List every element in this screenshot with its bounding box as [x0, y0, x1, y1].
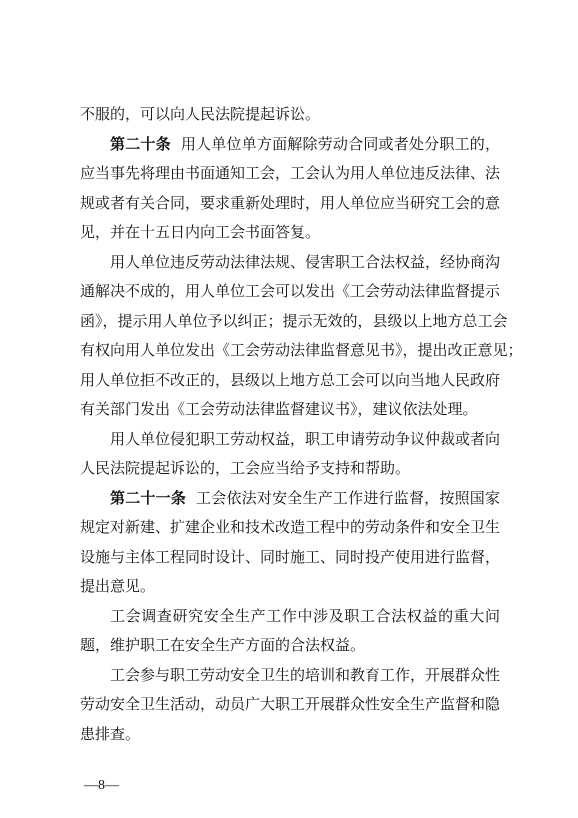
text-line	[80, 159, 500, 189]
line-text: 见，并在十五日内向工会书面答复。	[80, 223, 321, 241]
document-body	[80, 100, 523, 749]
text-line	[80, 631, 500, 661]
text-line	[80, 130, 500, 160]
page-number: —8—	[84, 778, 119, 793]
text-line	[80, 366, 500, 396]
line-text: 患排查。	[80, 724, 141, 743]
line-text: 劳动安全卫生活动，动员广大职工开展群众性安全生产监督和隐	[80, 695, 501, 713]
line-text: 函》，提示用人单位予以纠正；提示无效的，县级以上地方总工会	[80, 311, 508, 330]
text-line	[80, 395, 500, 425]
article-number: 第二十一条	[110, 488, 187, 507]
line-text: 应当事先将理由书面通知工会，工会认为用人单位违反法律、法	[80, 164, 501, 182]
text-line	[80, 572, 500, 602]
text-line	[80, 543, 500, 573]
text-line	[80, 661, 500, 691]
line-text: 提出意见。	[80, 577, 156, 595]
line-text: 有权向用人单位发出《工会劳动法律监督意见书》，提出改正意见；	[80, 341, 523, 359]
line-text: 用人单位拒不改正的，县级以上地方总工会可以向当地人民政府	[80, 370, 501, 389]
line-text: 人民法院提起诉讼的，工会应当给予支持和帮助。	[80, 459, 411, 477]
line-text: 不服的，可以向人民法院提起诉讼。	[80, 105, 321, 123]
line-text: 题，维护职工在安全生产方面的合法权益。	[80, 636, 366, 654]
line-text: 规定对新建、扩建企业和技术改造工程中的劳动条件和安全卫生	[80, 518, 501, 536]
text-line	[80, 425, 500, 455]
line-text: 工会依法对安全生产工作进行监督，按照国家	[196, 488, 500, 507]
text-line	[80, 100, 500, 130]
line-text: 用人单位侵犯职工劳动权益，职工申请劳动争议仲裁或者向	[110, 429, 501, 448]
text-line	[80, 513, 500, 543]
text-line	[80, 189, 500, 219]
text-line	[80, 602, 500, 632]
line-text: 规或者有关合同，要求重新处理时，用人单位应当研究工会的意	[80, 193, 501, 212]
article-number: 第二十条	[110, 134, 171, 153]
text-line	[80, 218, 500, 248]
line-text: 设施与主体工程同时设计、同时施工、同时投产使用进行监督，	[80, 547, 501, 566]
text-line	[80, 720, 500, 750]
text-line	[80, 690, 500, 720]
line-text: 用人单位违反劳动法律法规、侵害职工合法权益，经协商沟	[110, 252, 501, 271]
line-text: 工会调查研究安全生产工作中涉及职工合法权益的重大问	[110, 606, 500, 625]
line-text: 用人单位单方面解除劳动合同或者处分职工的，	[180, 134, 500, 153]
text-line	[80, 454, 500, 484]
line-text: 工会参与职工劳动安全卫生的培训和教育工作，开展群众性	[110, 665, 501, 684]
text-line	[80, 307, 508, 337]
text-line	[80, 248, 500, 278]
text-line	[80, 484, 500, 514]
text-line	[80, 277, 500, 307]
text-line	[80, 336, 523, 366]
line-text: 有关部门发出《工会劳动法律监督建议书》，建议依法处理。	[80, 400, 478, 418]
line-text: 通解决不成的，用人单位工会可以发出《工会劳动法律监督提示	[80, 282, 501, 300]
